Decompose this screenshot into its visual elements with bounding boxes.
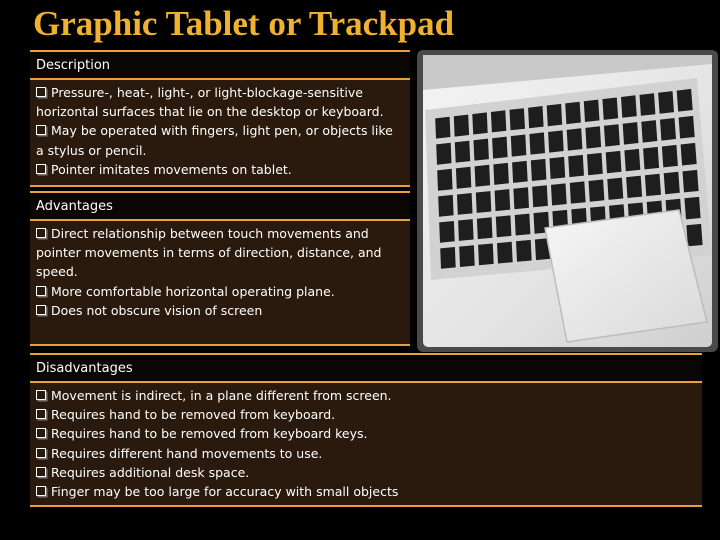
checkbox-bullet-icon [36, 409, 46, 419]
keyboard-key [435, 117, 450, 139]
keyboard-key [548, 130, 564, 152]
checkbox-bullet-icon [36, 448, 46, 458]
keyboard-key [658, 91, 674, 114]
keyboard-key [683, 170, 699, 193]
keyboard-key [474, 139, 489, 161]
keyboard-key [626, 176, 642, 198]
keyboard-key [457, 193, 473, 215]
keyboard-key [440, 247, 456, 269]
keyboard-key [606, 151, 622, 173]
keyboard-key [455, 141, 470, 163]
keyboard-key [587, 153, 603, 175]
keyboard-key [458, 219, 474, 241]
checkbox-bullet-icon [36, 228, 46, 238]
description-heading: Description [30, 50, 410, 80]
keyboard-key [568, 155, 584, 177]
list-item: Requires additional desk space. [36, 463, 696, 482]
keyboard-key [677, 89, 693, 112]
keyboard-key [641, 120, 657, 143]
keyboard-key [436, 143, 451, 165]
keyboard-key [645, 174, 661, 196]
checkbox-bullet-icon [36, 164, 46, 174]
keyboard-key [475, 165, 491, 187]
slide-title: Graphic Tablet or Trackpad [33, 4, 455, 43]
list-item: Requires hand to be removed from keyboard. [36, 405, 696, 424]
laptop-illustration [417, 50, 718, 352]
checkbox-bullet-icon [36, 486, 46, 496]
list-item: Movement is indirect, in a plane different from screen. [36, 386, 696, 405]
keyboard-key [660, 118, 676, 141]
list-item: More comfortable horizontal operating plane. [36, 282, 404, 301]
keyboard-key [456, 167, 471, 189]
keyboard-key [491, 110, 506, 132]
keyboard-key [454, 115, 469, 137]
keyboard-key [439, 221, 455, 243]
checkbox-bullet-icon [36, 87, 46, 97]
checkbox-bullet-icon [36, 467, 46, 477]
keyboard-key [547, 104, 563, 126]
keyboard-key [551, 183, 567, 205]
list-item: Pressure-, heat-, light-, or light-blockage-sensitive horizontal surfaces that lie on the desktop or keyboard. [36, 85, 384, 120]
keyboard-key [476, 191, 492, 213]
keyboard-key [496, 215, 512, 237]
keyboard-key [550, 157, 566, 179]
list-item: Finger may be too large for accuracy with small objects [36, 482, 696, 501]
keyboard-key [585, 126, 601, 148]
list-item: Direct relationship between touch movements and pointer movements in terms of direction, distance, and speed. [36, 226, 382, 280]
keyboard-key [512, 161, 528, 183]
laptop-trackpad-photo [417, 50, 718, 352]
list-item: Does not obscure vision of screen [36, 301, 404, 320]
keyboard-key [497, 242, 513, 264]
keyboard-key [495, 189, 511, 211]
keyboard-key [516, 240, 532, 262]
keyboard-key [532, 185, 548, 207]
list-item: Pointer imitates movements on tablet. [36, 160, 404, 179]
keyboard-key [623, 122, 639, 145]
keyboard-key [681, 143, 697, 166]
keyboard-key [492, 137, 508, 159]
keyboard-key [459, 245, 475, 267]
checkbox-bullet-icon [36, 305, 46, 315]
keyboard-key [602, 98, 618, 120]
checkbox-bullet-icon [36, 286, 46, 296]
list-item: May be operated with fingers, light pen, or objects like a stylus or pencil. [36, 123, 393, 158]
keyboard-key [662, 145, 678, 168]
advantages-body [30, 221, 410, 346]
keyboard-key [589, 180, 605, 202]
keyboard-key [511, 135, 527, 157]
list-item: Requires different hand movements to use. [36, 444, 696, 463]
list-item: Requires hand to be removed from keyboard keys. [36, 424, 696, 443]
keyboard-key [679, 116, 695, 139]
keyboard-key [643, 147, 659, 170]
keyboard-key [529, 132, 545, 154]
keyboard-key [607, 178, 623, 200]
description-body [30, 80, 410, 187]
checkbox-bullet-icon [36, 390, 46, 400]
keyboard-key [472, 112, 487, 134]
keyboard-key [493, 163, 509, 185]
keyboard-key [513, 187, 529, 209]
disadvantages-heading: Disadvantages [30, 353, 702, 383]
keyboard-key [438, 195, 453, 217]
keyboard-key [664, 172, 680, 195]
keyboard-key [565, 102, 581, 124]
keyboard-key [477, 217, 493, 239]
keyboard-key [570, 181, 586, 203]
keyboard-key [515, 214, 531, 236]
keyboard-key [510, 108, 526, 130]
disadvantages-body [30, 383, 702, 507]
keyboard-key [528, 106, 544, 128]
keyboard-key [478, 244, 494, 266]
keyboard-key [640, 93, 656, 116]
keyboard-key [624, 149, 640, 171]
keyboard-key [584, 100, 600, 122]
keyboard-key [437, 169, 452, 191]
advantages-heading: Advantages [30, 191, 410, 221]
checkbox-bullet-icon [36, 125, 46, 135]
keyboard-key [684, 197, 700, 220]
keyboard-key [686, 224, 702, 246]
keyboard-key [604, 124, 620, 146]
keyboard-key [531, 159, 547, 181]
keyboard-key [621, 95, 637, 118]
keyboard-key [567, 128, 583, 150]
checkbox-bullet-icon [36, 428, 46, 438]
